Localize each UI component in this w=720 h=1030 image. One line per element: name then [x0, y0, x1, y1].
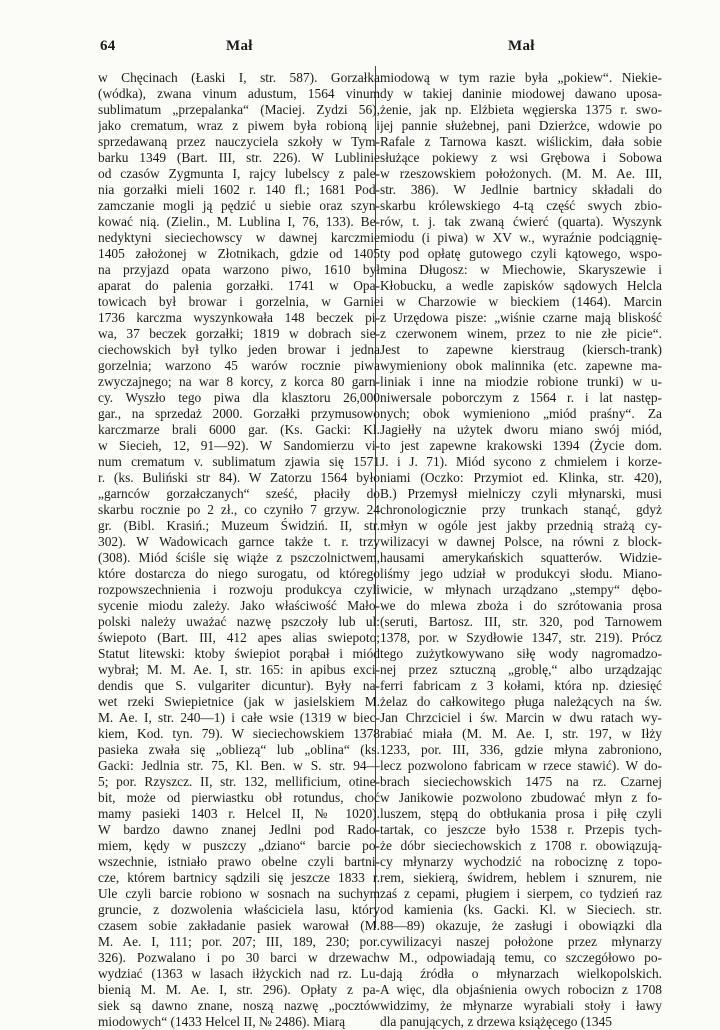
text-line: rów, t. j. tak zwaną ćwierć (quarta). Wyszynk	[380, 214, 662, 229]
text-line: na przyjazd opata warzono piwo, 1610 był	[98, 262, 380, 277]
text-line: J. i J. 71). Miód sycono z chmielem i korze-	[380, 454, 662, 469]
text-line: z Urzędowa pisze: „wiśnie czarne mają bliskość	[380, 310, 662, 325]
text-line: zaś z cepami, pługiem i sierpem, co tydzień raz	[380, 886, 662, 901]
text-line: mina Długosz: w Miechowie, Skaryszewie i	[380, 262, 662, 277]
text-line: cywilizacyi naszej położone przez młynarzy	[380, 934, 662, 949]
page-number: 64	[100, 38, 116, 54]
text-line: (seruti, Bartosz. III, str. 320, pod Tarnowem	[380, 614, 662, 629]
text-line: ty pod opłatę gutowego czyli kątowego, wspo-	[380, 246, 662, 261]
text-line: w Siecieh, 12, 91—92). W Sandomierzu vi-	[98, 438, 380, 453]
text-line: mamy pasieki 1403 r. Helcel II, № 1020).	[98, 806, 380, 821]
text-line: Jan Chrzciciel i św. Marcin w dwu ratach wy-	[380, 710, 662, 725]
text-line: cy młynarzy wychodzić na robociznę z topo-	[380, 854, 662, 869]
text-line: skarbu rocznie po 2 zł., co czyniło 7 grzyw. 24	[98, 502, 380, 517]
text-line: 302). W Wadowicach garnce także t. r. trzy	[98, 534, 380, 549]
text-line: Jest to zapewne kierstraug (kiersch-trank)	[380, 342, 662, 357]
text-line: miodowych“ (1433 Helcel II, № 2486). Miarą	[98, 1014, 346, 1029]
text-line: jako crematum, wraz z piwem była robioną i	[98, 118, 380, 133]
text-line: gr. (Bibl. Krasiń.; Muzeum Świdziń. II, str.	[98, 518, 380, 533]
text-line: wybrał; M. M. Ae. I, str. 165: in apibus exci-	[98, 662, 380, 677]
text-line: r. (ks. Buliński str 84). W Zatorzu 1564 było	[98, 470, 380, 485]
text-line: liniak i inne na miodzie robione trunki) w u-	[380, 374, 662, 389]
text-line: Jagiełły na użytek dworu miano swój miód,	[380, 422, 662, 437]
text-line: lecz pozwolono fabricam w rzece stawić). W do-	[380, 758, 662, 773]
text-line: młyn w ogóle jest jakby przednią strażą cy-	[380, 518, 662, 533]
text-line: skarbu królewskiego 4-tą część swych zbio-	[380, 198, 662, 213]
text-line: ferri fabricam z 3 kołami, która np. dziesięć	[380, 678, 662, 693]
text-line: żelaz do całkowitego pługa należących na św.	[380, 694, 662, 709]
text-line: żenie, jak np. Elżbieta węgierska 1375 r. swo-	[380, 102, 662, 117]
text-line: dendis que S. vulgariter dicuntur). Były na-	[98, 678, 380, 693]
text-line: zamczanie mogli ją pędzić u siebie oraz szyn-	[98, 198, 380, 213]
text-line: rozpowszechnienia i rozwoju produkcya czyli	[98, 582, 380, 597]
text-line: to jest zapewne krakowski 1394 (Życie dom.	[380, 438, 662, 453]
text-line: barku 1349 (Bart. III, str. 226). W Lublinie	[98, 150, 380, 165]
text-line: M. Ae. I, 111; por. 207; III, 189, 230; por.	[98, 934, 380, 949]
text-line: liśmy jego udział w produkcyi słodu. Miano-	[380, 566, 662, 581]
text-line: 1405 założonej w Złotnikach, gdzie od 1405	[98, 246, 380, 261]
text-line: dy w takiej daninie miodowej dawano uposa-	[380, 86, 662, 101]
text-line: dla panujących, z drzewa książęcego (1345	[380, 1014, 612, 1029]
text-line: chronologicznie przy trunkach stanąć, gdyż	[380, 502, 662, 517]
text-line: miodową w tym razie była „pokiew“. Niekie-	[380, 70, 662, 85]
text-line: które dostarcza do niego surogatu, od którego	[98, 566, 380, 581]
text-line: służące pokiewy z wsi Grębowa i Sobowa	[380, 150, 662, 165]
text-line: niami (Oczko: Przymiot ed. Klinka, str. 420),	[380, 470, 662, 485]
text-line: siek są dawno znane, noszą nazwę „pocztów	[98, 998, 380, 1013]
text-line: tego zużytkowywano siłę wody nagromadzo-	[380, 646, 662, 661]
text-line: str. 386). W Jedlnie bartnicy składali do	[380, 182, 662, 197]
text-line: hausami amerykańskich squatterów. Widzie-	[380, 550, 662, 565]
text-line: wa, 37 beczek gorzałki; 1819 w dobrach sie-	[98, 326, 380, 341]
text-line: w M., odpowiadają temu, co szczegółowo po-	[380, 950, 662, 965]
text-line: Kłobucku, a wedle zapisków sądowych Helcla	[380, 278, 662, 293]
text-line: W bardzo dawno znanej Jedlni pod Rado-	[98, 822, 380, 837]
text-line: Rafale z Tarnowa kaszt. wiślickim, dała sobie	[380, 134, 662, 149]
text-line: wicie, w młynach urządzano „stempy“ dębo-	[380, 582, 662, 597]
text-line: czasem sobie zakładanie pasiek warował (M.	[98, 918, 380, 933]
text-line: że dóbr sieciechowskich z 1708 r. obowiązują-	[380, 838, 662, 853]
text-line: luszem, stępą do obtłukania prosa i piłę czyli	[380, 806, 662, 821]
text-line: gar., na sprzedaż 2000. Gorzałki przymusowo	[98, 406, 380, 421]
text-line: aparat do palenia gorzałki. 1741 w Opa-	[98, 278, 380, 293]
text-line: sublimatum „przepalanka“ (Maciej. Zydzi 56),	[98, 102, 380, 117]
text-line: kiem, Kod. tyn. 79). W sieciechowskiem 1378	[98, 726, 380, 741]
text-line: wymieniony obok malinnika (etc. zapewne ma-	[380, 358, 662, 373]
text-line: nej przez sztuczną „groblę,“ albo urządzając	[380, 662, 662, 677]
text-line: bienią M. M. Ae. I, str. 296). Opłaty z pa-	[98, 982, 380, 997]
text-line: wszechnie, istniało prawo obelne czyli bartni-	[98, 854, 380, 869]
text-line: wydziać (1363 w lasach iłżyckich nad rz. Lu-	[98, 966, 380, 981]
running-head-right: Mał	[508, 38, 535, 54]
text-line: we do mlewa zboża i do szrótowania prosa	[380, 598, 662, 613]
text-line: sprzedawaną przez nauczyciela szkoły w Tym-	[98, 134, 380, 149]
text-line: karczmarze brali 6000 gar. (Ks. Gacki: Kl.	[98, 422, 380, 437]
text-line: miodu (i piwa) w XV w., wyraźnie podciągnię-	[380, 230, 662, 245]
text-line: cze, którem bartnicy sądzili się jeszcze 1833 r.	[98, 870, 380, 885]
text-line: niwersale poborczym z 1564 r. i lat następ-	[380, 390, 662, 405]
text-line: 326). Pozwalano i po 30 barci w drzewach	[98, 950, 380, 965]
text-line: Gacki: Jedlnia str. 75, Kl. Ben. w S. str. 94—	[98, 758, 380, 773]
text-line: miem, kędy w puszczy „dziano“ barcie po-	[98, 838, 380, 853]
text-line: wilizacyi w dawnej Polsce, na równi z block-	[380, 534, 662, 549]
text-line: 1233, por. III, 336, gdzie młyna zabroniono,	[380, 742, 662, 757]
text-line: widzimy, że młynarze wyrabiali stoły i ławy	[380, 998, 662, 1013]
text-line: od czasów Zygmunta I, rajcy lubelscy z pale-	[98, 166, 380, 181]
text-line: jej pannie służebnej, pani Dzierżce, wdowie po	[380, 118, 662, 133]
text-line: 5; por. Rzyszcz. II, str. 132, mellificium, otine-	[98, 774, 380, 789]
running-head-left: Mał	[226, 38, 253, 54]
text-line: nych; obok wymieniono „miód praśny“. Za	[380, 406, 662, 421]
text-line: od kamienia (ks. Gacki. Kl. w Sieciech. str.	[380, 902, 662, 917]
text-line: towicach był browar i gorzelnia, w Garnie	[98, 294, 380, 309]
left-column	[98, 70, 380, 1030]
text-line: pasieka zwała się „obliezą“ lub „oblina“ (ks.	[98, 742, 380, 757]
text-line: (wódka), zwana vinum adustum, 1564 vinum	[98, 86, 380, 101]
text-line: Statut litewski: ktoby świepiot porąbał i miód	[98, 646, 380, 661]
text-line: z czerwonem winem, przez to nie złe picie“.	[380, 326, 662, 341]
text-line: kować nią. (Zielin., M. Lublina I, 76, 133). Be-	[98, 214, 380, 229]
text-line: 1378, por. w Szydłowie 1347, str. 219). Prócz	[380, 630, 662, 645]
text-line: i w Charzowie w bieckiem (1464). Marcin	[380, 294, 662, 309]
text-line: gruncie, z dozwolenia właściciela lasu, który	[98, 902, 380, 917]
text-line: B.) Przemysł mielniczy czyli młynarski, musi	[380, 486, 662, 501]
text-line: M. Ae. I, str. 240—1) i całe wsie (1319 w biec-	[98, 710, 380, 725]
text-line: nia gorzałki mieli 1602 r. 140 fl.; 1681 Pod-	[98, 182, 380, 197]
text-line: Ule czyli barcie robiono w sosnach na suchym	[98, 886, 380, 901]
text-line: num crematum v. sublimatum zjawia się 1571	[98, 454, 380, 469]
right-column	[380, 70, 662, 1030]
text-line: (308). Miód ściśle się wiąże z pszczolnictwem,	[98, 550, 380, 565]
text-line: nedyktyni sieciechowscy w dawnej karczmie	[98, 230, 380, 245]
text-line: zwyczajnego; na war 8 korcy, z korca 80 garn-	[98, 374, 380, 389]
text-line: cy. Wyszło tego piwa dla klasztoru 26,000	[98, 390, 380, 405]
text-line: sycenie miodu zależy. Jako właściwość Mało-	[98, 598, 380, 613]
text-line: świepoto (Bart. III, 412 apes alias swiepoto;	[98, 630, 380, 645]
text-line: 1736 karczma wyszynkowała 148 beczek pi-	[98, 310, 380, 325]
text-line: „garnców gorzałczanych“ sześć, płaciły do	[98, 486, 380, 501]
text-line: rabiać miała (M. M. Ae. I, str. 197, w Iłży	[380, 726, 662, 741]
text-line: polski należy uważać nazwę pszczoły lub ul:	[98, 614, 380, 629]
text-line: bit, może od pierwiastku obł rotundus, choć	[98, 790, 380, 805]
text-line: gorzelnia; warzono 45 warów rocznie piwa	[98, 358, 380, 373]
text-line: rem, siekierą, świdrem, heblem i sznurem, nie	[380, 870, 662, 885]
text-line: 88—89) okazuje, że zasługi i obowiązki dla	[380, 918, 662, 933]
text-line: brach sieciechowskich 1475 na rz. Czarnej	[380, 774, 662, 789]
text-line: wet rzeki Swiepietnice (jak w jasielskiem M.	[98, 694, 380, 709]
text-line: tartak, co jeszcze było 1538 r. Przepis tych-	[380, 822, 662, 837]
text-line: ciechowskich był tylko jeden browar i jedna	[98, 342, 380, 357]
text-line: w rzeszowskiem położonych. (M. M. Ae. III,	[380, 166, 662, 181]
text-line: w Chęcinach (Łaski I, str. 587). Gorzałka	[98, 70, 380, 85]
text-line: w Janikowie pozwolono zbudować młyn z fo-	[380, 790, 662, 805]
text-line: A więc, dla objaśnienia owych robocizn z 1708	[380, 982, 662, 997]
text-line: dają źródła o młynarzach wielkopolskich.	[380, 966, 662, 981]
